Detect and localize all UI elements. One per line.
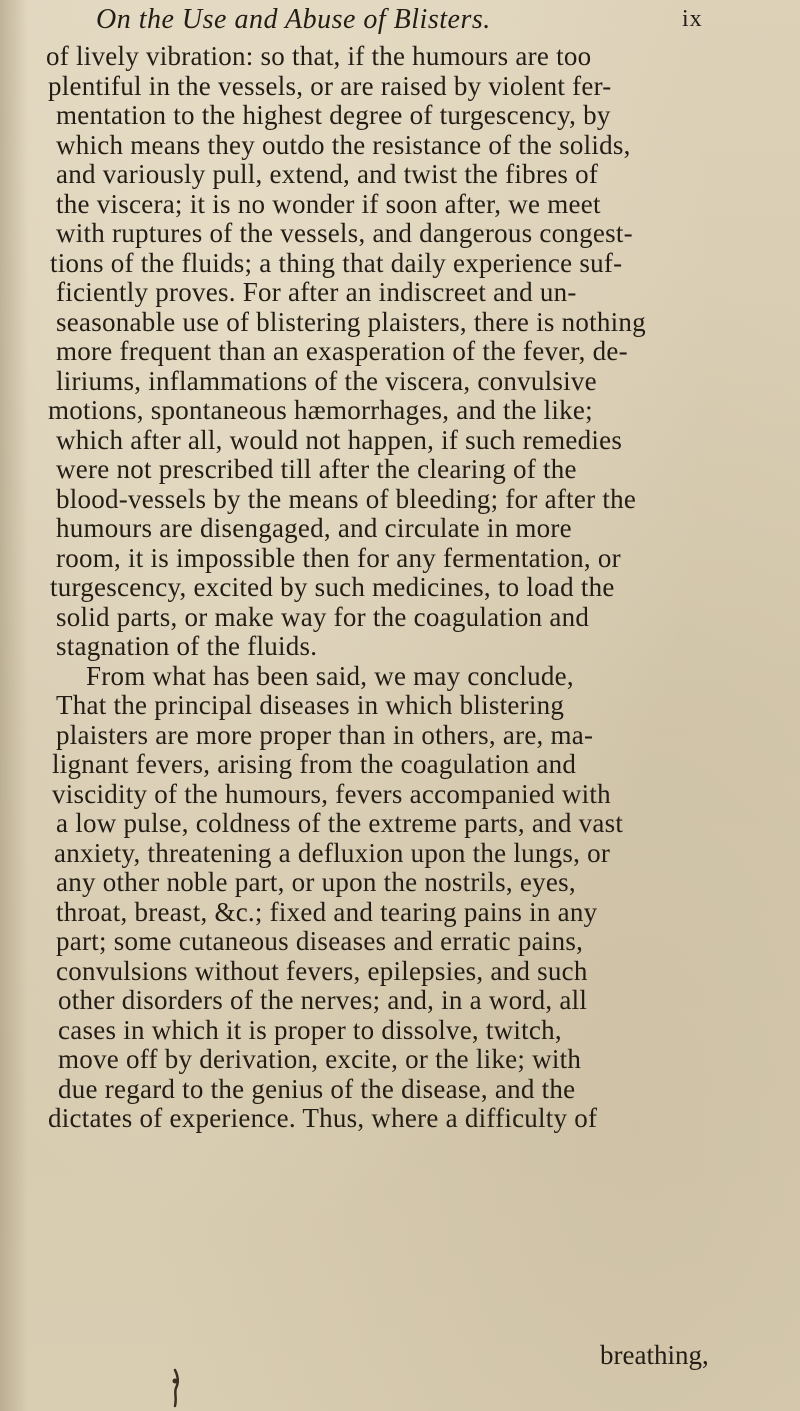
text-line: move off by derivation, excite, or the like; with (58, 1045, 582, 1074)
text-line: any other noble part, or upon the nostrils, eyes, (56, 868, 576, 897)
text-line: the viscera; it is no wonder if soon after, we meet (56, 189, 601, 219)
text-line: liriums, inflammations of the viscera, convulsive (56, 366, 597, 396)
text-line: From what has been said, we may conclude, (86, 661, 574, 691)
text-line: solid parts, or make way for the coagulation and (56, 602, 590, 632)
text-line: due regard to the genius of the disease, and the (58, 1074, 576, 1104)
text-line: blood-vessels by the means of bleeding; for after the (56, 484, 637, 514)
page-number: ix (682, 6, 703, 32)
text-line: which after all, would not happen, if such remedies (56, 425, 623, 455)
text-line: other disorders of the nerves; and, in a word, all (58, 986, 588, 1015)
text-line: with ruptures of the vessels, and dangerous congest- (56, 219, 633, 248)
page-edge-shadow (0, 0, 28, 1411)
text-line: viscidity of the humours, fevers accompanied with (52, 779, 611, 809)
text-line: of lively vibration: so that, if the humours are too (46, 42, 592, 71)
text-line: stagnation of the fluids. (56, 632, 318, 661)
text-line: more frequent than an exasperation of the fever, de- (56, 337, 628, 366)
text-line: cases in which it is proper to dissolve, twitch, (58, 1015, 562, 1045)
text-line: motions, spontaneous hæmorrhages, and the like; (48, 396, 593, 425)
text-line: humours are disengaged, and circulate in more (56, 514, 572, 543)
text-line: mentation to the highest degree of turgescency, by (56, 101, 611, 130)
text-line: lignant fevers, arising from the coagulation and (52, 750, 577, 779)
page-header (0, 0, 800, 36)
text-line: throat, breast, &c.; fixed and tearing pains in any (56, 897, 598, 927)
text-line: room, it is impossible then for any fermentation, or (56, 543, 621, 573)
ink-blot-ornament (168, 1368, 182, 1408)
body-text (46, 42, 786, 1134)
text-line: ficiently proves. For after an indiscreet and un- (56, 278, 577, 307)
text-line: That the principal diseases in which blistering (56, 691, 565, 720)
text-line: plentiful in the vessels, or are raised by violent fer- (48, 71, 612, 101)
text-line: plaisters are more proper than in others, are, ma- (56, 720, 594, 750)
text-line: turgescency, excited by such medicines, to load the (50, 573, 615, 602)
text-line: were not prescribed till after the clearing of the (56, 455, 577, 484)
text-line: and variously pull, extend, and twist the fibres of (56, 160, 599, 189)
text-line: part; some cutaneous diseases and erratic pains, (56, 927, 584, 956)
text-line: convulsions without fevers, epilepsies, and such (56, 956, 588, 986)
catchword: breathing, (600, 1340, 709, 1370)
text-line: dictates of experience. Thus, where a difficulty of (48, 1104, 598, 1133)
text-line: tions of the fluids; a thing that daily experience suf- (50, 248, 623, 278)
text-line: which means they outdo the resistance of the solids, (56, 130, 631, 160)
text-line: anxiety, threatening a defluxion upon the lungs, or (54, 838, 611, 868)
text-line: a low pulse, coldness of the extreme parts, and vast (56, 809, 624, 838)
running-head: On the Use and Abuse of Blisters. (96, 4, 491, 35)
text-line: seasonable use of blistering plaisters, there is nothing (56, 307, 646, 337)
